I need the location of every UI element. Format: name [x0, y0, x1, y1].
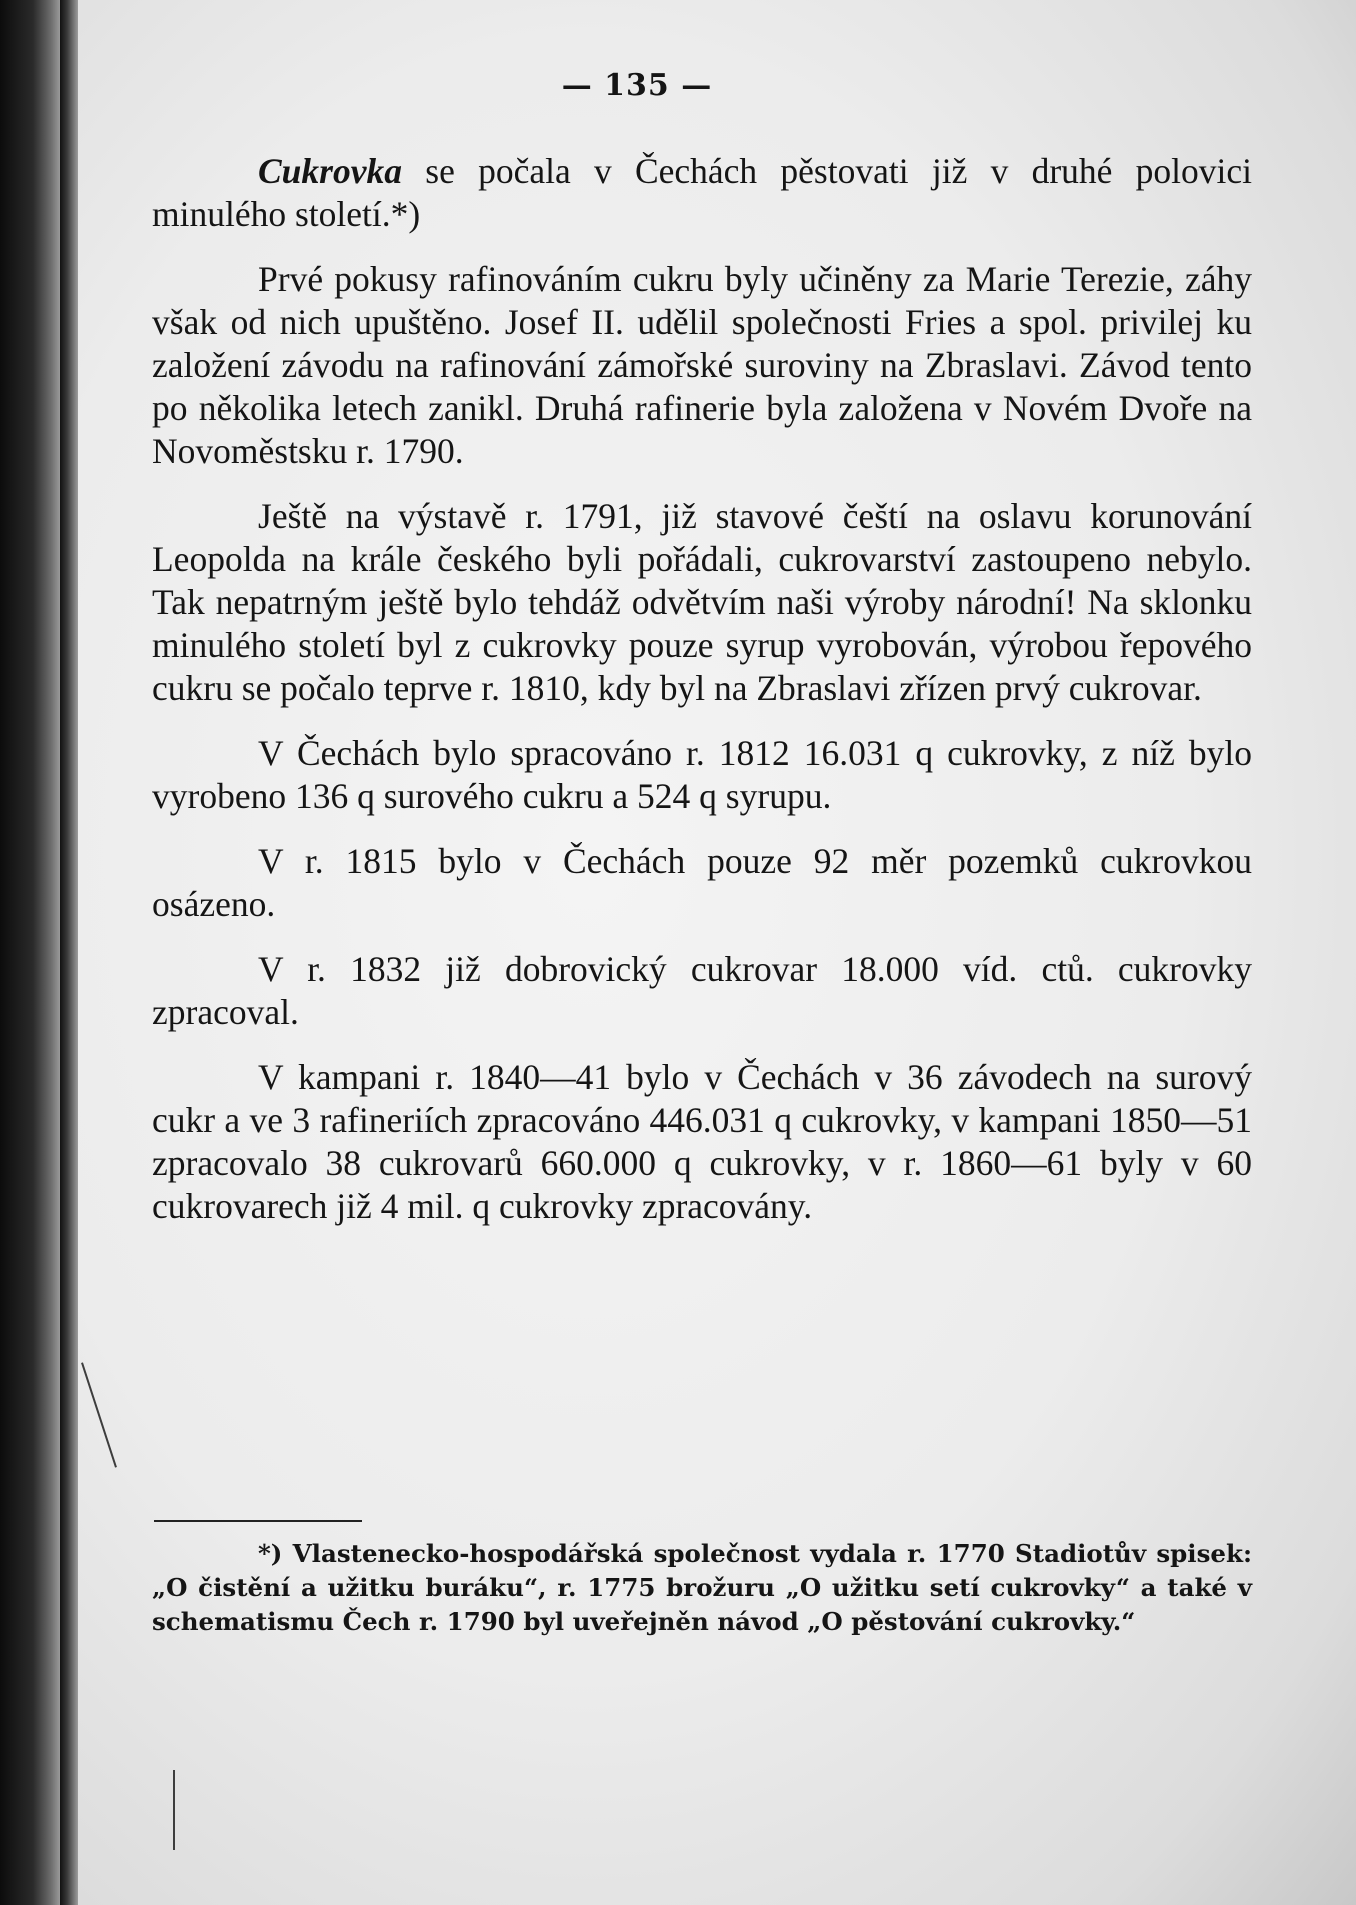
page-number: — 135 —	[561, 68, 713, 103]
paragraph-2: Prvé pokusy rafinováním cukru byly učiněny za Marie Terezie, záhy však od nich upuštěno. Josef II. udělil společnosti Fries a spol. privilej ku založení závodu na rafinování zámořské suroviny na Zbraslavi. Závod tento po několika letech zanikl. Druhá rafinerie byla založena v Novém Dvoře na Novoměstsku r. 1790.	[152, 259, 1252, 471]
footnote: *) Vlastenecko-hospodářská společnost vydala r. 1770 Stadiotův spisek: „O čistění a užitku buráku“, r. 1775 brožuru „O užitku setí cukrovky“ a také v schematismu Čech r. 1790 byl uveřejněn návod „O pěstování cukrovky.“	[152, 1539, 1252, 1636]
page-gutter-shadow	[60, 0, 78, 1905]
body-text	[152, 150, 1252, 1228]
scan-artifact-line	[81, 1362, 117, 1467]
paragraph-lead-word: Cukrovka	[258, 151, 402, 191]
paragraph-6: V r. 1832 již dobrovický cukrovar 18.000 víd. ctů. cukrovky zpracoval.	[152, 949, 1252, 1032]
scan-artifact-line	[173, 1770, 175, 1850]
paragraph-1-text: se počala v Čechách pěstovati již v druhé polovici minulého století.*)	[152, 151, 1252, 234]
book-page	[78, 0, 1356, 1905]
scan-dark-margin	[0, 0, 60, 1905]
paragraph-4: V Čechách bylo spracováno r. 1812 16.031 q cukrovky, z níž bylo vyrobeno 136 q surového cukru a 524 q syrupu.	[152, 733, 1252, 816]
paragraph-7: V kampani r. 1840—41 bylo v Čechách v 36 závodech na surový cukr a ve 3 rafineriích zpracováno 446.031 q cukrovky, v kampani 1850—51 zpracovalo 38 cukrovarů 660.000 q cukrovky, v r. 1860—61 byly v 60 cukrovarech již 4 mil. q cukrovky zpracovány.	[152, 1057, 1252, 1226]
footnote-divider	[154, 1520, 362, 1522]
paragraph-1	[152, 150, 1252, 236]
paragraph-3: Ještě na výstavě r. 1791, již stavové čeští na oslavu korunování Leopolda na krále českého byli pořádali, cukrovarství zastoupeno nebylo. Tak nepatrným ještě bylo tehdáž odvětvím naši výroby národní! Na sklonku minulého století byl z cukrovky pouze syrup vyrobován, výrobou řepového cukru se počalo teprve r. 1810, kdy byl na Zbraslavi zřízen prvý cukrovar.	[152, 496, 1252, 708]
paragraph-5: V r. 1815 bylo v Čechách pouze 92 měr pozemků cukrovkou osázeno.	[152, 841, 1252, 924]
